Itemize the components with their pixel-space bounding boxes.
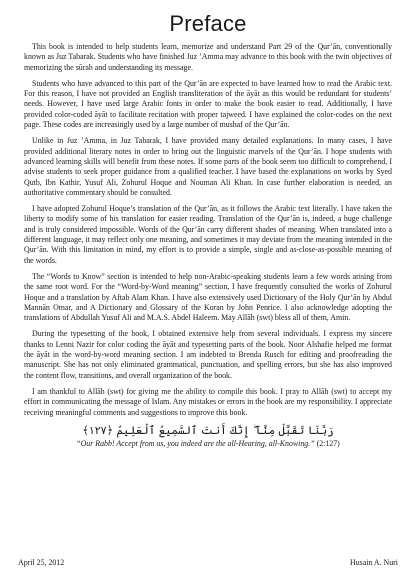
paragraph-3: Unlike in Juz ’Amma, in Juz Tabarak, I have provided many detailed explanations. In many cases, I have provided additional literary notes in order to bring out the linguistic marvels of the Qur’ān. I hope students with advanced learning skills will benefit from these notes. If some parts of the book seem too difficult to comprehend, I advise students to seek proper guidance from a qualified teacher. I have based the explanations on works by Syed Qutb, Ibn Kathir, Yusuf Ali, Zohurul Hoque and Nouman Ali Khan. In case further elaboration is needed, an authoritative commentary should be consulted. [24,136,392,197]
verse-reference: (2:127) [316,438,340,448]
preface-date: April 25, 2012 [18,558,65,567]
signature-line [18,558,398,568]
paragraph-2: Students who have advanced to this part of the Qur’ān are expected to have learned how to read the Arabic text. For this reason, I have not provided an English transliteration of the āyāt as this would be redundant for students’ needs. However, I have used large Arabic fonts in order to make the book easier to read. Additionally, I have provided color-coded āyāt to facilitate recitation with proper tajweed. I have explained the color-codes on the next page. These codes are increasingly used by a large number of mushaf of the Qur’ān. [24,78,392,130]
paragraph-1: This book is intended to help students learn, memorize and understand Part 29 of the Qur’ān, conventionally known as Juz Tabarak. Students who have finished Juz ’Amma may advance to this book with the twin objectives of memorizing the sūrah and understanding its message. [24,42,392,72]
preface-body [24,42,392,418]
arabic-verse: رَبَّنَا تَقَبَّلْ مِنَّآ ۖ إِنَّكَ أَنتَ ٱلسَّمِيعُ ٱلْعَلِيمُ ﴿١٢٧﴾ [82,423,334,437]
page-title: Preface [169,11,247,36]
paragraph-6: During the typesetting of the book, I obtained extensive help from several individuals. I express my sincere thanks to Lenni Nazir for color coding the āyāt and typesetting parts of the book. Noor Alshafie helped me format the āyāt in the word-by-word meaning section. I am indebted to Brenda Rusch for editing and proofreading the manuscript. She has not only eliminated grammatical, punctuation, and spelling errors, but she has also improved the content flow, transitions, and overall organization of the book. [24,329,392,380]
verse-translation [24,439,392,449]
preface-author: Husain A. Nuri [350,558,398,567]
verse-translation-text: “Our Rabb! Accept from us, you indeed are the all-Hearing, all-Knowing.” [76,438,315,448]
paragraph-5: The “Words to Know” section is intended to help non-Arabic-speaking students learn a few words arising from the same root word. For the “Word-by-Word meaning” section, I have frequently consulted the works of Zohurul Hoque and a translation by Aftab Alam Khan. I have also extensively used Dictionary of the Holy Qur’ān by Abdul Mannān Omar, and A Dictionary and Glossary of the Koran by John Penrice. I also acknowledge adopting the translations of Abdullah Yusuf Ali and M.A.S. Abdel Haleem. May Allāh (swt) bless all of them, Amin. [24,271,392,323]
paragraph-7: I am thankful to Allāh (swt) for giving me the ability to compile this book. I pray to Allāh (swt) to accept my effort in communicating the message of Islam. Any mistakes or errors in the book are my responsibility. I appreciate receiving meaningful comments and suggestions to improve this book. [24,386,392,417]
paragraph-4: I have adopted Zohurul Hoque’s translation of the Qur’ān, as it follows the Arabic text literally. I have taken the liberty to modify some of his translation for easier reading. Translation of the Qur’ān is, indeed, a huge challenge and is truly considered impossible. Words of the Qur’ān carry different shades of meaning. When translated into a different language, it may reflect only one meaning, and sometimes it may deviate from the meaning intended in the Qur’ān. With this limitation in mind, my effort is to provide a simple, single and as-close-as-possible meaning of the words. [24,204,392,265]
